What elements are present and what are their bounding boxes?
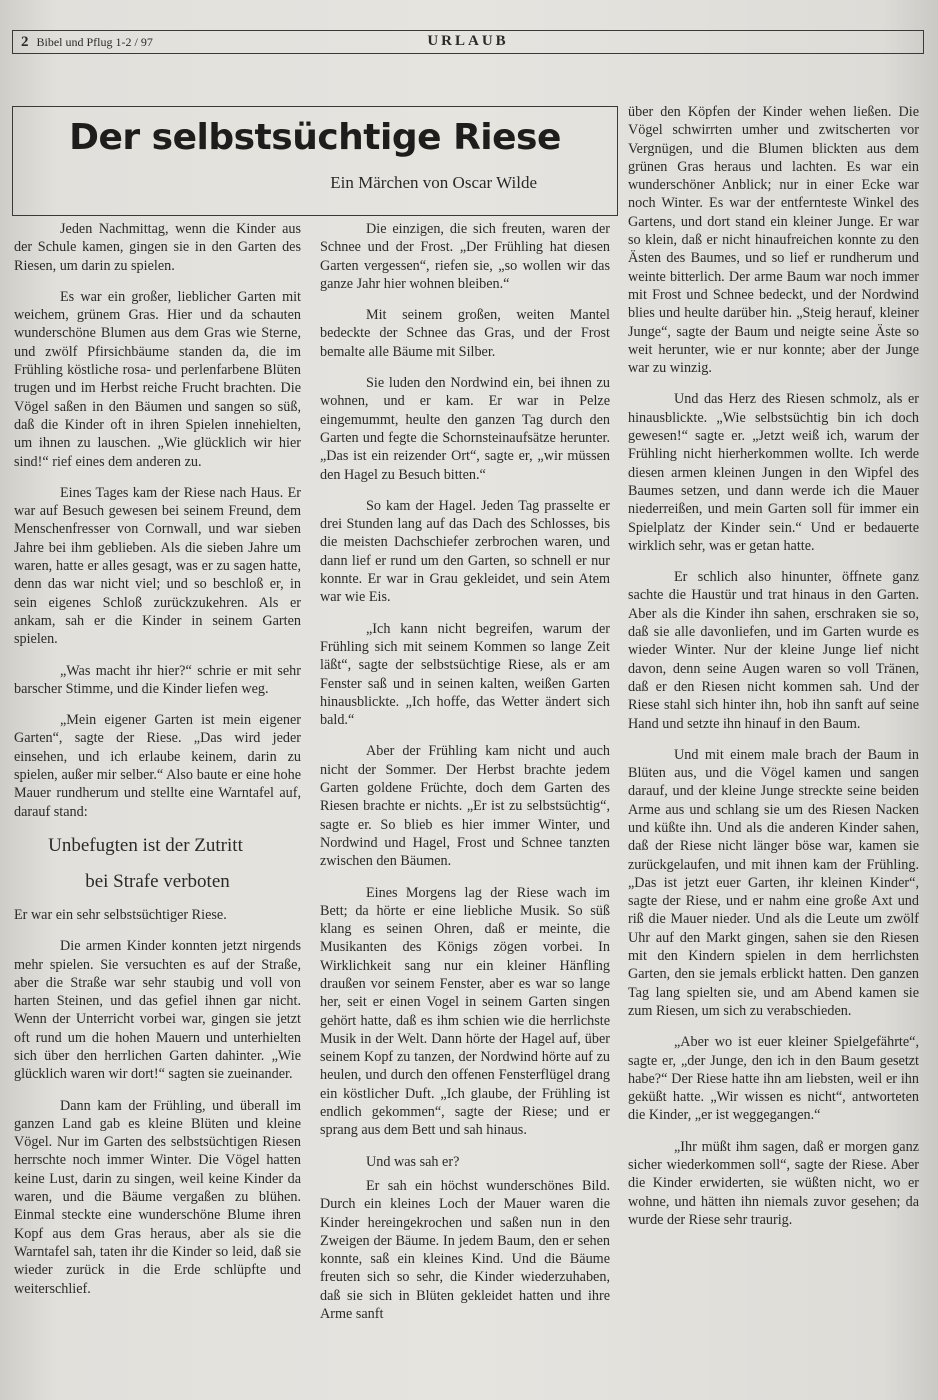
paragraph: Jeden Nachmittag, wenn die Kinder aus der Schule kamen, gingen sie in den Garten des Riesen, um darin zu spielen.	[14, 221, 301, 274]
paragraph: Und was sah er?	[366, 1153, 460, 1170]
section-title: URLAUB	[427, 33, 509, 49]
paragraph: Die armen Kinder konnten jetzt nirgends mehr spielen. Sie versuchten es auf der Straße, aber die Straße war sehr staubig und voll von harten Steinen, und das gefiel ihnen gar nicht. Wenn der Unterricht vorbei war, gingen sie jetzt oft rund um die hohen Mauern und unterhielten sich über den herrlichen Garten dahinter. „Wie glücklich waren wir dort!“ sagten sie zueinander.	[14, 938, 301, 1083]
paragraph: Er war ein sehr selbstsüchtiger Riese.	[14, 906, 227, 923]
page-number: 2	[21, 33, 29, 50]
paragraph: Mit seinem großen, weiten Mantel bedeckte der Schnee das Gras, und der Frost bemalte alle Bäume mit Silber.	[320, 307, 610, 360]
paragraph: Eines Morgens lag der Riese wach im Bett; da hörte er eine liebliche Musik. So süß klang es seinen Ohren, daß er meinte, die Musikanten des Königs zögen vorbei. In Wirklichkeit sang nur ein kleiner Hänfling draußen vor seinem Fenster, aber es war so lange her, seit er einen Vogel in seinem Garten singen gehört hatte, daß es ihm schien wie die herrlichste Musik in der Welt. Dann hörte der Hagel auf, über seinem Kopf zu tanzen, der Nordwind hörte auf zu heulen, und durch den offenen Fensterflügel drang ein köstlicher Duft. „Ich glaube, der Frühling ist endlich gekommen“, sagte der Riese; und er sprang aus dem Bett und sah hinaus.	[320, 884, 610, 1139]
column-2	[320, 220, 610, 1336]
page-header	[12, 30, 924, 54]
publication-name: Bibel und Pflug 1-2 / 97	[36, 34, 153, 49]
article-subtitle: Ein Märchen von Oscar Wilde	[330, 173, 537, 192]
column-1	[14, 220, 301, 1311]
paragraph: über den Köpfen der Kinder wehen ließen. Die Vögel schwirrten umher und zwitscherten vor Vergnügen, und die Blumen blickten aus dem grünen Gras heraus und lachten. Es war ein wunderschöner Anblick; nur in einer Ecke war noch Winter. Es war der entfernteste Winkel des Gartens, und dort stand ein kleiner Junge. Er war so klein, daß er nicht hinaufreichen konnte zu den Ästen des Baumes, und so lief er rundherum und weinte bitterlich. Der arme Baum war noch immer mit Frost und Schnee bedeckt, und der Nordwind blies und heulte darüber hin. „Steig herauf, kleiner Junge“, sagte der Baum und neigte seine Äste so weit herunter, wie er nur konnte; aber der Junge war zu winzig.	[628, 104, 919, 377]
paragraph: „Aber wo ist euer kleiner Spielgefährte“, sagte er, „der Junge, den ich in den Baum gesetzt habe?“ Der Riese hatte ihn am liebsten, weil er ihn geküßt hatte. „Wir wissen es nicht“, antworteten die Kinder, „er ist weggegangen.“	[628, 1034, 919, 1124]
sign-line-2: bei Strafe verboten	[85, 870, 230, 892]
paragraph: Und das Herz des Riesen schmolz, als er hinausblickte. „Wie selbstsüchtig bin ich doch gewesen!“ sagte er. „Jetzt weiß ich, warum der Frühling nicht hierherkommen wollte. Ich werde diesen armen kleinen Jungen in den Wipfel des Baumes setzen, und dann werde ich die Mauer niederreißen, und mein Garten soll für immer ein Spielplatz der Kinder sein.“ Und er bedauerte wirklich sehr, was er getan hatte.	[628, 391, 919, 554]
paragraph: Sie luden den Nordwind ein, bei ihnen zu wohnen, und er kam. Er war in Pelze eingemummt, heulte den ganzen Tag durch den Garten und fegte die Schornsteinaufsätze herunter. „Das ist ein reizender Ort“, sagte er, „wir müssen den Hagel zu Besuch bitten.“	[320, 375, 610, 483]
title-box	[12, 106, 618, 216]
paragraph: „Ihr müßt ihm sagen, daß er morgen ganz sicher wiederkommen soll“, sagte der Riese. Aber die Kinder erwiderten, sie wüßten nicht, wo er wohne, und hätten ihn niemals zuvor gesehen; da wurde der Riese sehr traurig.	[628, 1138, 919, 1228]
paragraph: Er schlich also hinunter, öffnete ganz sachte die Haustür und trat hinaus in den Garten. Aber als die Kinder ihn sahen, erschraken sie so, daß sie alle davonliefen, und im Garten wurde es wieder Winter. Nur der kleine Junge lief nicht davon, denn seine Augen waren so voll Tränen, daß er den Riesen nicht kommen sah. Und der Riese stahl sich hinter ihn, hob ihn sanft auf seine Hand und setzte ihn hinauf in den Baum.	[628, 569, 919, 732]
paragraph: Es war ein großer, lieblicher Garten mit weichem, grünem Gras. Hier und da schauten wunderschöne Blumen aus dem Gras wie Sterne, und zwölf Pfirsichbäume standen da, die im Frühling köstliche rosa- und perlenfarbene Blüten trugen und im Herbst reiche Frucht brachten. Die Vögel saßen in den Bäumen und sangen so süß, daß die Kinder oft in ihren Spielen innehielten, um ihnen zu lauschen. „Wie glücklich wir hier sind!“ rief eines dem anderen zu.	[14, 288, 301, 470]
paragraph: Die einzigen, die sich freuten, waren der Schnee und der Frost. „Der Frühling hat diesen Garten vergessen“, riefen sie, „so wollen wir das ganze Jahr hier wohnen bleiben.“	[320, 221, 610, 292]
paragraph: So kam der Hagel. Jeden Tag prasselte er drei Stunden lang auf das Dach des Schlosses, bis die meisten Dachschiefer zerbrochen waren, und dann lief er rund um den Garten, so schnell er nur konnte. Er war in Grau gekleidet, und sein Atem war wie Eis.	[320, 497, 610, 606]
paragraph: „Mein eigener Garten ist mein eigener Garten“, sagte der Riese. „Das wird jeder einsehen, und ich erlaube keinem, darin zu spielen, außer mir selber.“ Also baute er eine hohe Mauer rundherum und stellte eine Warntafel auf, darauf stand:	[14, 712, 301, 820]
paragraph: Eines Tages kam der Riese nach Haus. Er war auf Besuch gewesen bei seinem Freund, dem Menschenfresser von Cornwall, und war sieben Jahre bei ihm geblieben. Als die sieben Jahre um waren, hatte er alles gesagt, was er zu sagen hatte, denn das war nicht viel; und so beschloß er, in sein eigenes Schloß zurückzukehren. Als er ankam, sah er die Kinder in seinem Garten spielen.	[14, 484, 301, 648]
paragraph: „Ich kann nicht begreifen, warum der Frühling sich mit seinem Kommen so lange Zeit läßt“, sagte der selbstsüchtige Riese, als er am Fenster saß und in seinen kalten, weißen Garten hinausblickte. „Ich hoffe, das Wetter ändert sich bald.“	[320, 620, 610, 729]
paragraph: „Was macht ihr hier?“ schrie er mit sehr barscher Stimme, und die Kinder liefen weg.	[14, 662, 301, 697]
paragraph: Und mit einem male brach der Baum in Blüten aus, und die Vögel kamen und sangen darauf, und der kleine Junge streckte seine beiden Arme aus und schlang sie um des Riesen Nacken und küßte ihn. Und als die anderen Kinder sahen, daß der Riese nicht länger böse war, kamen sie zurückgelaufen, und mit ihnen kam der Frühling. „Das ist jetzt euer Garten, ihr kleinen Kinder“, sagte der Riese, und er nahm eine große Axt und riß die Mauer nieder. Und als die Leute um zwölf Uhr auf den Markt gingen, sahen sie den Riesen mit den Kindern spielen in dem herrlichsten Garten, den sie jemals erblickt hatten. Den ganzen Tag lang spielten sie, und am Abend kamen sie zum Riesen, um sich zu verabschieden.	[628, 746, 919, 1019]
article-title: Der selbstsüchtige Riese	[69, 117, 561, 158]
paragraph: Aber der Frühling kam nicht und auch nicht der Sommer. Der Herbst brachte jedem Garten goldene Früchte, doch dem Garten des Riesen brachte er nichts. „Er ist zu selbstsüchtig“, sagte er. So blieb es hier immer Winter, und Nordwind und Hagel, Frost und Schnee tanzten zwischen den Bäumen.	[320, 743, 610, 870]
warning-sign-text	[14, 834, 301, 894]
sign-line-1: Unbefugten ist der Zutritt	[48, 834, 243, 856]
column-3	[628, 103, 919, 1242]
paragraph: Dann kam der Frühling, und überall im ganzen Land gab es kleine Blüten und kleine Vögel. Nur im Garten des selbstsüchtigen Riesen herrschte noch immer Winter. Die Vögel hatten keine Lust, darin zu singen, weil keine Kinder da waren, und die Bäume vergaßen zu blühen. Einmal steckte eine wunderschöne Blume ihren Kopf aus dem Gras heraus, aber als sie die Warntafel sah, taten ihr die Kinder so leid, daß sie wieder zurück in die Erde schlüpfte und weiterschlief.	[14, 1097, 301, 1297]
paragraph: Er sah ein höchst wunderschönes Bild. Durch ein kleines Loch der Mauer waren die Kinder hereingekrochen und saßen nun in den Zweigen der Bäume. In jedem Baum, den er sehen konnte, saß ein kleines Kind. Und die Bäume freuten sich so sehr, die Kinder wiederzuhaben, daß sie sich in Blüten gekleidet hatten und ihre Arme sanft	[320, 1177, 610, 1323]
